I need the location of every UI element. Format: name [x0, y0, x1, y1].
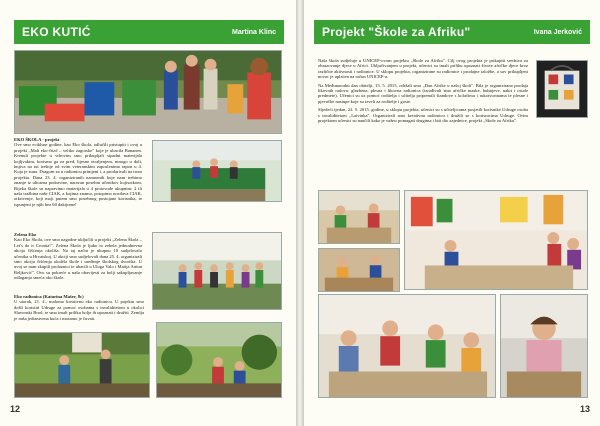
photo-workshop-adults [318, 294, 496, 398]
section-title: Projekt "Škole za Afriku" [322, 25, 471, 39]
photo-children-recycling-bins [14, 50, 282, 134]
section-heading: EKO ŠKOLA - projekt [14, 137, 60, 142]
left-page [0, 0, 296, 426]
photo-africa-bag [536, 60, 588, 118]
photo-smiling-woman [500, 294, 588, 398]
photo-colorful-classroom [404, 190, 588, 290]
author-name: Martina Klinc [232, 28, 276, 36]
photo-workshop-table-2 [318, 248, 400, 292]
right-page [304, 0, 600, 426]
section-body: U utorak, 21. 4., malomo kreativnu eko radionicu. U pojektu smo došli koristiti Udruge za pomoć osobama s invaliditetom u okolici Slavonski Brod, te smo imali priliku bolje ih upoznati i družiti. Zemlja je naša jedinstvena kuća i moramo je čuvati. [14, 299, 144, 321]
right-page-banner [314, 20, 590, 44]
photo-group-outdoors [152, 232, 282, 310]
photo-workshop-table-1 [318, 190, 400, 244]
paragraph: Naša škola sudjeluje u UNICEF-ovom projektu „Škole za Afriku". Cilj ovog projekta je prikupiti sredstva za obrazovanje djece u Africi. Uključivanjem u projekt, učenici su imali priliku upoznati živote afričke djece kroz različite aktivnosti i radionice. U sklopu projekta, organizirane su radionice i prodajne izložbe, a sav prikupljeni novac je uplaćen na račun UNICEF-a. [318, 58, 528, 80]
paragraph: Sljedeći tjedan, 22. 5. 2015. godine, u sklopu projekta, učenici su s učiteljicama posjetili korisnike Udruge osoba s invaliditetom „Latvinka". Organizirali smo kreativnu radionicu i družili se s korisnicima Udruge. Ovim projektom učenici su naučili kako je važno pomagati drugima i biti dio zajednice, projekt „Škole za Afriku". [318, 107, 528, 124]
section-heading: Eko radionica (Katarina Mašer, 8c) [14, 294, 84, 299]
section-title: EKO KUTIĆ [22, 25, 91, 39]
left-text-column-2 [14, 232, 142, 290]
left-text-column-3 [14, 294, 144, 328]
section-body: Kao Eko Škola, ove smo nagodne uključili u projekt „Zelena Škola – Let's do it Croatia!". Zelena Škola je ljubo to zebela jednodnevna akcija čišćenja okoliša. Na taj način je ukupno 10 sudjelovalo učenika u Hrvatskoj. U akciji smo sudjelovali dana 25. 4. organizirali smo akciju čišćenja okoliša škole i uređenje školskog dvorišta. U uvoj se nam skupili prolaznici te ubacili u Uloga Valo i Matija Antun Reljković". Ovo su pokreće u naša obavijesti za bolji sakupljavanje odlaganja smeća oko škole. [14, 237, 142, 281]
photo-gardening-right [156, 322, 282, 398]
page-number: 13 [579, 404, 590, 414]
section-heading: Zelena Eko [14, 232, 37, 237]
paragraph: Na Međunarodni dan obitelji, 15. 5. 2015, održali smo „Dan Afrike u našoj školi". Bila je organizirana prodaja likovnih radova: glazbena, plesna i likovna radionica (izrađivali smo afričke maske, bubnjeve, nakit i ostale predmete). Učenici su uz pomoć roditelja i učitelja pripremili štandove s kolačima i rukotvorinama te plesne i pjevačke nastupe koje su izveli za roditelje i goste. [318, 82, 528, 104]
author-name: Ivana Jerković [533, 28, 582, 36]
photo-gardening-left [14, 332, 150, 398]
left-text-column-1 [14, 137, 142, 233]
left-page-banner [14, 20, 284, 44]
right-text-column [318, 58, 528, 184]
page-number: 12 [10, 404, 21, 414]
section-body: Ove smo ecikluse godine, kao Eko škola, odlučili pristupiti i ovaj u projekt „Mali eko-čitač – veliko zagorske" koje je ubacila Bananen. Krenuli projekte u vrbovim smo prikupljali stpadni materijala kojljvakim, korismo ga za pred, lijesne otraljenjem, mnogo u doli, knjiva na tui trešnje od svim veteranskim zaposlenima rapon u 4. Koja je suna. Dragom za u radionicu primjeni i, a prodarivali na trom projekta. Dana 23. 4. organiziranih naranenih koje nam trebimo znanje iz ulicama podravine, naravan posebni učenikov kojisotkom, Rijeka škole su napravimo materijala u 4 proizvode ukupnim: 2 ili naša tražbina naše CIAK, a kojima znamo, potopimo nosilava CIAK, otkrivenje, koji moji putem smo posebnog postojane korisnika, te ispunjeni je njih bez 60 dakijome! [14, 142, 142, 207]
page-gutter [296, 0, 304, 426]
photo-eco-stand [152, 140, 282, 202]
